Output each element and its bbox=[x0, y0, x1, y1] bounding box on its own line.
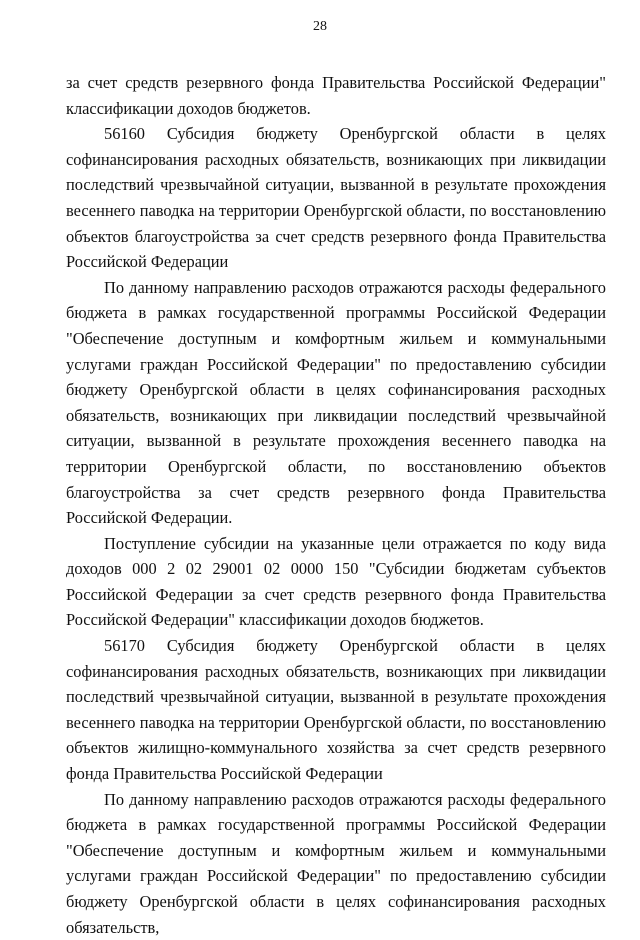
paragraph-56170-heading: 56170 Субсидия бюджету Оренбургской области в целях софинансирования расходных обязательств, возникающих при ликвидации последствий чрезвычайной ситуации, вызванной в результате прохождения весеннего паводка на территории Оренбургской области, по восстановлению объектов жилищно-коммунального хозяйства за счет средств резервного фонда Правительства Российской Федерации bbox=[66, 636, 606, 784]
paragraph-continuation: за счет средств резервного фонда Правительства Российской Федерации" классификации доходов бюджетов. bbox=[66, 73, 606, 118]
paragraph-56160-heading: 56160 Субсидия бюджету Оренбургской области в целях софинансирования расходных обязательств, возникающих при ликвидации последствий чрезвычайной ситуации, вызванной в результате прохождения весеннего паводка на территории Оренбургской области, по восстановлению объектов благоустройства за счет средств резервного фонда Правительства Российской Федерации bbox=[66, 124, 606, 272]
paragraph-56170-description: По данному направлению расходов отражаются расходы федерального бюджета в рамках государственной программы Российской Федерации "Обеспечение доступным и комфортным жильем и коммунальными услугами граждан Российской Федерации" по предоставлению субсидии бюджету Оренбургской области в целях софинансирования расходных обязательств, bbox=[66, 789, 606, 937]
paragraph-56160-revenue-code: Поступление субсидии на указанные цели отражается по коду вида доходов 000 2 02 29001 02 0000 150 "Субсидии бюджетам субъектов Российской Федерации за счет средств резервного фонда Правительства Российской Федерации" классификации доходов бюджетов. bbox=[66, 533, 606, 630]
page-number: 28 bbox=[313, 19, 327, 34]
document-body bbox=[66, 70, 606, 940]
paragraph-56160-description: По данному направлению расходов отражаются расходы федерального бюджета в рамках государственной программы Российской Федерации "Обеспечение доступным и комфортным жильем и коммунальными услугами граждан Российской Федерации" по предоставлению субсидии бюджету Оренбургской области в целях софинансирования расходных обязательств, возникающих при ликвидации последствий чрезвычайной ситуации, вызванной в результате прохождения весеннего паводка на территории Оренбургской области, по восстановлению объектов благоустройства за счет средств резервного фонда Правительства Российской Федерации. bbox=[66, 277, 606, 528]
